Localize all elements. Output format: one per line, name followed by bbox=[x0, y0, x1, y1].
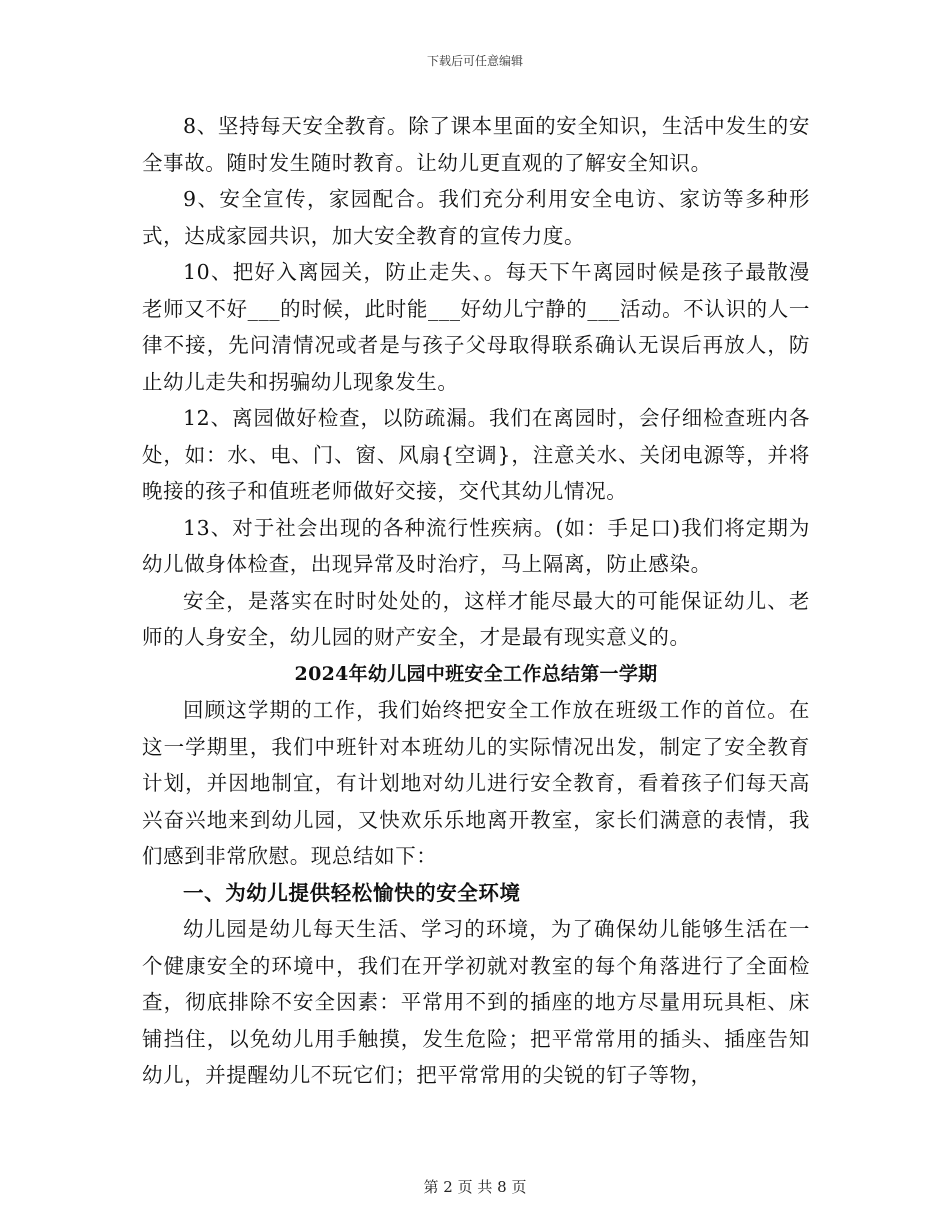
section-title: 2024年幼儿园中班安全工作总结第一学期 bbox=[294, 662, 658, 685]
paragraph-item-13: 13、对于社会出现的各种流行性疾病。(如：手足口)我们将定期为幼儿做身体检查，出现异常及时治疗，马上隔离，防止感染。 bbox=[142, 515, 810, 576]
paragraph-review: 回顾这学期的工作，我们始终把安全工作放在班级工作的首位。在这一学期里，我们中班针对本班幼儿的实际情况出发，制定了安全教育计划，并因地制宜，有计划地对幼儿进行安全教育，看着孩子们每天高兴奋兴地来到幼儿园，又快欢乐乐地离开教室，家长们满意的表情，我们感到非常欣慰。现总结如下： bbox=[142, 698, 810, 868]
paragraph-item-12: 12、离园做好检查，以防疏漏。我们在离园时，会仔细检查班内各处，如：水、电、门、窗、风扇{空调}，注意关水、关闭电源等，并将晚接的孩子和值班老师做好交接，交代其幼儿情况。 bbox=[142, 406, 810, 503]
page-header-note: 下载后可任意编辑 bbox=[426, 54, 523, 68]
document-body bbox=[142, 108, 810, 1094]
paragraph-environment: 幼儿园是幼儿每天生活、学习的环境，为了确保幼儿能够生活在一个健康安全的环境中，我们在开学初就对教室的每个角落进行了全面检查，彻底排除不安全因素：平常用不到的插座的地方尽量用玩具柜、床铺挡住，以免幼儿用手触摸，发生危险；把平常常用的插头、插座告知幼儿，并提醒幼儿不玩它们；把平常常用的尖锐的钉子等物， bbox=[142, 917, 810, 1087]
section-heading-1: 一、为幼儿提供轻松愉快的安全环境 bbox=[183, 880, 521, 905]
paragraph-item-9: 9、安全宣传，家园配合。我们充分利用安全电访、家访等多种形式，达成家园共识，加大安全教育的宣传力度。 bbox=[142, 187, 810, 248]
page-number: 第 2 页 共 8 页 bbox=[423, 1178, 527, 1196]
paragraph-item-10: 10、把好入离园关，防止走失、。每天下午离园时候是孩子最散漫老师又不好___的时候，此时能___好幼儿宁静的___活动。不认识的人一律不接，先问清情况或者是与孩子父母取得联系确认无误后再放人，防止幼儿走失和拐骗幼儿现象发生。 bbox=[142, 260, 810, 394]
paragraph-safety-conclusion: 安全，是落实在时时处处的，这样才能尽最大的可能保证幼儿、老师的人身安全，幼儿园的财产安全，才是最有现实意义的。 bbox=[142, 588, 810, 649]
paragraph-item-8: 8、坚持每天安全教育。除了课本里面的安全知识，生活中发生的安全事故。随时发生随时教育。让幼儿更直观的了解安全知识。 bbox=[142, 114, 810, 175]
